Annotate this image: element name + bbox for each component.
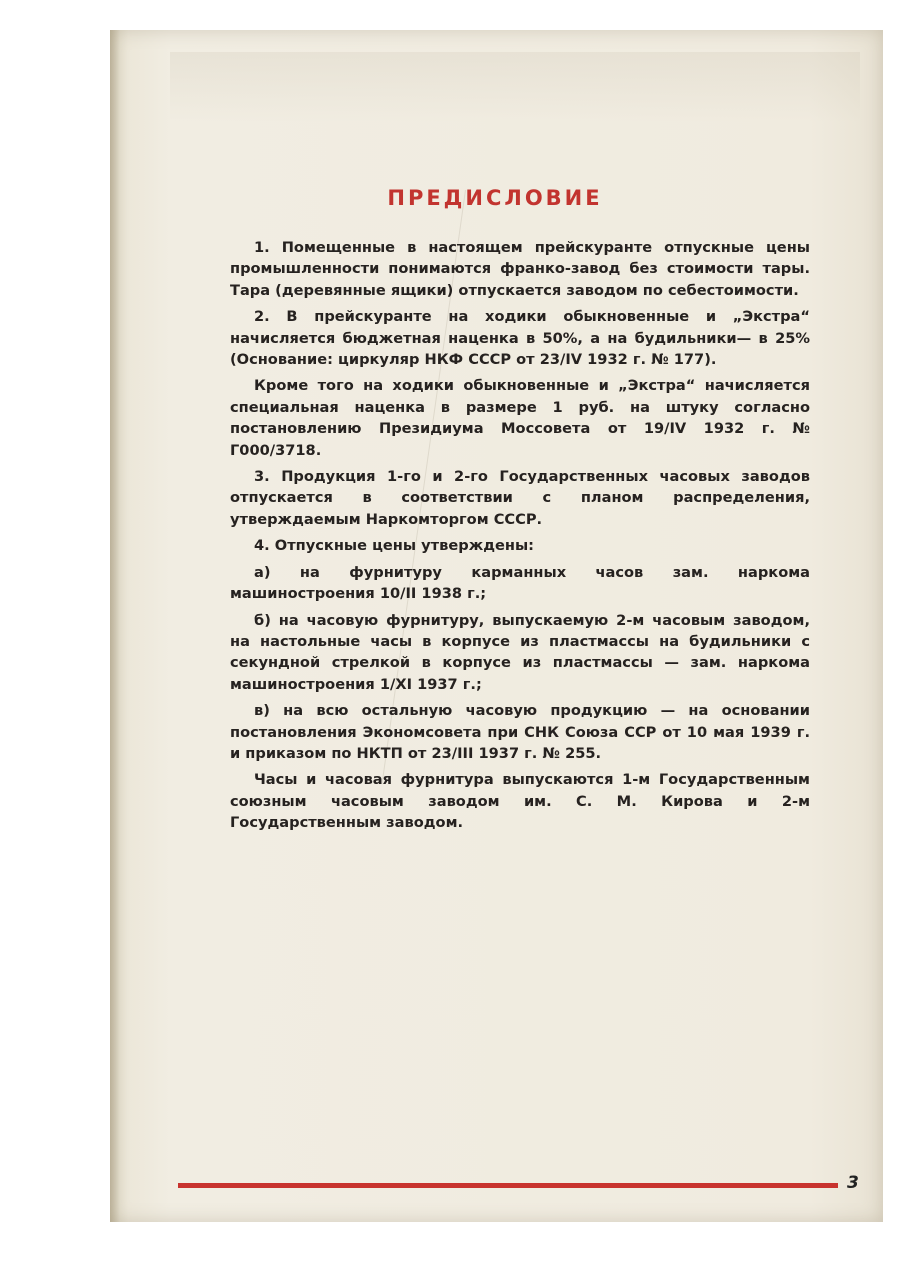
paragraph-text: а) на фурнитуру карманных часов зам. наркома машиностроения 10/II 1938 г.; [230, 563, 810, 603]
paragraph-number: 3. [254, 468, 270, 486]
paragraph-text: б) на часовую фурнитуру, выпускаемую 2-м часовым заводом, на настольные часы в корпусе из пластмассы на будильники с секундной стрелкой в корпусе из пластмассы — зам. наркома машиностроения 1/XI 1937 г.; [230, 611, 810, 693]
paragraph-text: Часы и часовая фурнитура выпускаются 1-м Государственным союзным часовым заводом им. С. М. Кирова и 2-м Государственным заводом. [230, 771, 810, 832]
page-binding-shadow [110, 30, 120, 1222]
paragraph-3 [230, 466, 810, 530]
paragraph-text: Продукция 1-го и 2-го Государственных часовых заводов отпускается в соответствии с планом распределения, утверждаемым Наркомторгом СССР. [230, 468, 810, 528]
paragraph-4a [230, 562, 810, 605]
paragraph-text: Отпускные цены утверждены: [274, 537, 535, 555]
bleed-through-strip [170, 52, 860, 122]
paragraph-text: Кроме того на ходики обыкновенные и „Экстра“ начисляется специальная наценка в размере 1 руб. на штуку согласно постановлению Президиума Моссовета от 19/IV 1932 г. № Г000/3718. [230, 377, 810, 459]
paragraph-4c [230, 700, 810, 764]
paragraph-text: В прейскуранте на ходики обыкновенные и „Экстра“ начисляется бюджетная наценка в 50%, а на будильники— в 25% (Основание: циркуляр НКФ СССР от 23/IV 1932 г. № 177). [230, 308, 810, 369]
paragraph-2 [230, 306, 810, 370]
paragraph-2-continued [230, 375, 810, 461]
paragraph-4b [230, 610, 810, 696]
paragraph-text: в) на всю остальную часовую продукцию — на основании постановления Экономсовета при СНК Союза ССР от 10 мая 1939 г. и приказом по НКТП от 23/III 1937 г. № 255. [230, 702, 810, 762]
paragraph-closing [230, 769, 810, 833]
paragraph-1 [230, 237, 810, 301]
footer-red-rule [178, 1183, 838, 1188]
paragraph-number: 2. [254, 308, 270, 326]
document-page [110, 30, 883, 1222]
body-text [230, 237, 810, 839]
page-number: 3 [847, 1173, 859, 1193]
paragraph-4 [230, 535, 810, 556]
paragraph-number: 4. [254, 537, 270, 555]
paragraph-number: 1. [254, 239, 270, 256]
paragraph-text: Помещенные в настоящем прейскуранте отпускные цены промышленности понимаются франко-завод без стоимости тары. Тара (деревянные ящики) отпускается заводом по себестоимости. [230, 239, 810, 299]
page-title: ПРЕДИСЛОВИЕ [387, 186, 603, 210]
